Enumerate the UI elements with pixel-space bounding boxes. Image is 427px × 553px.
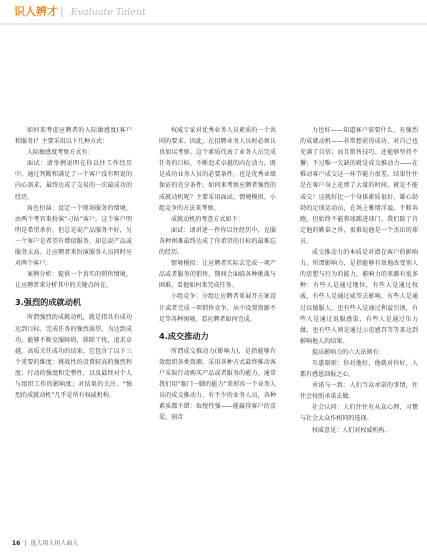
paragraph: 成就动机的考查方式如下： <box>171 215 244 223</box>
section-title: 识人辨才 <box>14 5 58 18</box>
banner-image-area <box>0 27 427 122</box>
paragraph: 社会认同：人们往往有从众心理，习惯与社会大众作相同的选择。 <box>300 404 418 423</box>
paragraph: 互惠原则：你对他好，他就对你好，人都有感恩回报之心。 <box>300 359 418 379</box>
text-column-1 <box>15 125 132 525</box>
paragraph: 权威专家对优秀业务人员素质的一个共同的要求。因此，在招聘业务人员时必须认真加以考察。这个素质代表了业务人员完成任务的目标，不断追求卓越的内在动力，既是成功业务人员的必要条件，也是优秀业绩保证的充分条件。如何来考察应聘者强烈的成就动机呢？主要采用面试、情境模拟、小组竞争的方法来考察。 <box>159 127 276 212</box>
paragraph: 成交推动力的本质是对潜在客户的影响力。所谓影响力，是指能够有效地改变别人的思想与行为的能力，影响力的来源有很多种：有些人是通过地位，有些人是通过权威，有些人是通过威望去影响，有些人是通过以德服人，也有些人是通过利益引诱，有些人是通过说服感染，有些人是通过压力做，也有些人则是通过示范感召等等来达到影响他人的结果。 <box>300 249 418 345</box>
page-number: 16 <box>12 540 21 547</box>
paragraph: 如何来考虑应聘者的人际敏感度(客户和服务)？主要采用以下几种方式： <box>15 127 132 146</box>
paragraph: 提高影响力的六大法则有： <box>312 348 385 356</box>
text-column-3 <box>300 125 418 525</box>
header-rule <box>0 23 427 25</box>
paragraph: 案例分析：提供一个真实的销售情境，让应聘者来分析其中的关键点何在。 <box>15 271 132 290</box>
publication-name: 选人用人用人面人 <box>30 540 79 547</box>
text-column-2 <box>159 125 276 525</box>
header-divider: | <box>60 5 64 18</box>
section-subtitle: Evaluate Talent <box>70 7 146 18</box>
paragraph: 面试：请讲述一件你以往经历中，克服各种困难最终达成了你希望的目标的最难忘的经历。 <box>159 226 276 257</box>
paragraph: 力也好——知道客户需要什么、有强烈的成就动机——非常想获得成功、对自己也充满了自信；而且销售技巧、还能够坚持不懈；不过唯一欠缺的就是成交推动力——在推动客户成交这一环节能力很差。结果往往是在客户身上花费了大量的时间，就是不能成交！这就好比一个身体素质很好、雄心勃勃的足球运动员，在场上雅情洋溢、不断奔跑，但始终不能将球踢进球门。我们除了肯定他的勤奋之外，很难说他是一个杰出的球员。 <box>300 127 418 245</box>
section-heading: 4.成交推动力 <box>159 330 209 341</box>
paragraph: 权威意见：人们对权威机构、 <box>312 426 391 434</box>
paragraph: 角色扮演：设定一个现场服务的情境，由两个考官来扮演“刁钻”客户。这个客户明明是希望杀价，但总是说产品服务不好，另一个客户是希望有增值服务，却总说产品或服务太高。让应聘者来扮演服务人员同时应对两个客户。 <box>15 204 132 268</box>
section-header <box>14 3 146 19</box>
paragraph: 所谓强烈的成就动机，就是指具有成功达到目标、完成任务的强烈渴望，为达到成功，能够不断克服障碍，排除干扰，追求卓越，高质关任成功的结果。它包含了以下三个重要的维度：挑战性的设置较高的强烈程度；行动的强度和完整性，以及最终对个人与组织工作的影响度；对结果的关注。“强烈的成就动机”几乎是所有权威机构、 <box>15 314 132 400</box>
paragraph: 人际敏感度考察方式有： <box>27 149 94 157</box>
paragraph: 小组竞争：分组让应聘者来展开方案设计或者完成一项销售竞争，从中设置资源不足等各种困境，看应聘者如何完成。 <box>159 293 276 323</box>
section-heading: 3.强烈的成就动机 <box>15 297 82 308</box>
page-footer <box>12 538 78 547</box>
paragraph: 承诺与一致：人们当众承诺的事情，往往会按照承诺去做。 <box>300 382 418 401</box>
footer-separator: | <box>24 540 27 547</box>
paragraph: 面试：请举例说明在你以往工作经历中，通过判断和满足了一个客户没有明说的内心需求，最终达成了交易的一次最成功的经历。 <box>15 160 132 201</box>
paragraph: 情境模拟：让应聘者实际去完成一项产品或者服务的销售，期间会面临各种挑战与困难，看他如何来完成任务。 <box>159 260 276 290</box>
paragraph: 所谓成交推动力(影响力)，是指能够有效组织各类资源，采用各种方式最终推动客户采取行动购买产品或者服务的能力。通常我们用“临门一脚的能力”来形容一个业务人员的成交推动力。有不少的业务人员，各种素质都不错：取悦性强——能赢得客户的喜爱，刻苦 <box>159 347 276 422</box>
